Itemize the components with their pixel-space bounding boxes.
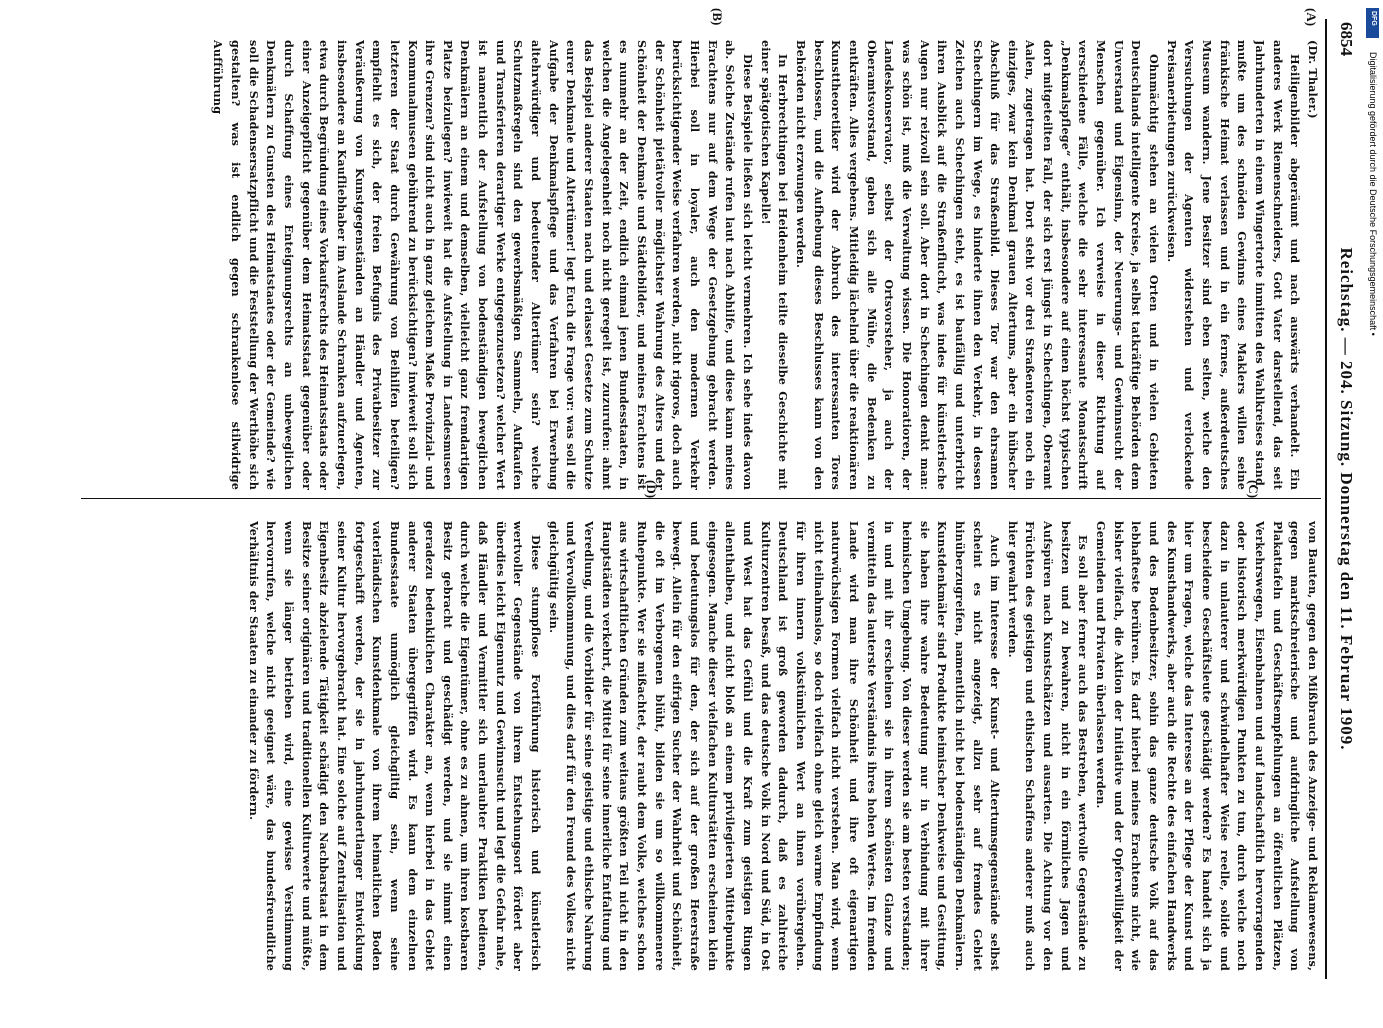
page-header [1331, 4, 1361, 994]
text-column-right [81, 521, 1321, 971]
margin-marker-c: (C) [1246, 480, 1261, 499]
speaker-note: (Dr. Thaler.) [1306, 40, 1320, 119]
digitization-note [1364, 12, 1380, 988]
dfg-logo: DFG [1366, 8, 1379, 38]
rotated-page-sheet [71, 4, 1361, 994]
paragraph: Diese stumpflose Fortführung historisch und künstlerisch wertvoller Gegenstände von ihrem Entstehungsort fördert aber überdies leicht Eigennutz und Gewinnsucht und legt die Gefahr nahe, daß Händler und Vermittler sich unerlaubter Praktiken bedienen, durch welche die Eigentümer, ohne es zu ahnen, um ihren kostbaren Besitz gebracht und geschädigt werden, und sie nimmt einen geradezu bedenklichen Charakter an, wenn hierbei in das Gebiet anderer Staaten übergegriffen wird. Es kann dem einzelnen Bundesstaate unmöglich gleichgiltig sein, wenn seine vaterländischen Kunstdenkmale von ihrem heimatlichen Boden fortgeschafft werden, der sie in jahrhundertlanger Entwicklung seiner Kultur hervorgebracht hat. Eine solche auf Zentralisation und Eigenbesitz abzielende Tätigkeit schädigt den Nachbarstaat in dem Besitze seiner originären und traditionellen Kulturwerte und müßte, wenn sie länger betrieben wird, eine gewisse Verstimmung hervorrufen, welche nicht geeignet wäre, das bundesfreundliche Verhältnis der Staaten zu einander zu fördern. [246, 521, 544, 971]
paragraph: von Bauten, gegen den Mißbrauch des Anzeige- und Reklamewesens, gegen marktschreierische und aufdringliche Aufstellung von Plakattafeln und Geschäftsempfehlungen an öffentlichen Plätzen, Verkehrswegen, Eisenbahnen und auf landschaftlich hervorragenden oder historisch merkwürdigen Punkten zu tun, durch welche noch dazu in unlauterer und schwindelhafter Weise reelle, solide und bescheidene Geschäftsleute geschädigt werden? Es handelt sich ja hier um Fragen, welche das Interesse an der Pflege der Kunst und des Kunsthandwerks, aber auch die Rechte des einfachen Handwerks und des Bodenbesitzer, sohin das ganze deutsche Volk auf das lebhafteste berühren. Es darf hierbei meines Erachtens nicht, wie bisher vielfach, die Aktion der Initiative und der Opferwilligkeit der Gemeinden und Privaten überlassen werden. [1094, 521, 1320, 971]
paragraph: Diese Beispiele ließen sich leicht vermehren. Ich sehe indes davon ab. Solche Zustände rufen laut nach Abhilfe, und diese kann meines Erachtens nur auf dem Wege der Gesetzgebung gebracht werden. Hierbei soll in loyaler, auch den modernen Verkehr berücksichtigender Weise verfahren werden, nicht rigoros, doch auch der Schönheit pietätvoller möglichster Wahrung des Alters und der Schönheit der Denkmale und Städtebilder, und meines Erachtens ist es nunmehr an der Zeit, endlich einmal jenen Bundesstaaten, in welchen die Angelegenheit noch nicht geregelt ist, zuzurufen: ahmt das Beispiel anderer Staaten nach und erlasset Gesetze zum Schutze eurer Denkmale und Altertümer! legt Euch die Frage vor: was soll die Aufgabe der Denkmalspflege und das Verfahren bei Erwerbung altehrwürdiger und bedeutender Altertümer sein? welche Schutzmaßregeln sind den gewerbsmäßigen Sammeln, Aufkaufen und Transferieren derartiger Werke entgegenzusetzen? welcher Wert ist namentlich der Aufstellung von bodenständigen beweglichen Denkmälern an einem und demselben, vielleicht ganz fremdartigen Platze beizulegen? inwieweit hat die Aufstellung in Landesmuseen ihre Grenzen? sind nicht auch in ganz gleichem Maße Provinzial- und Kommunalmuseen gebührend zu berücksichtigen? inwieweit soll sich letzteren der Staat durch Gewährung von Beihilfen beteiligen? empfiehlt es sich, der freien Befugnis des Privatbesitzer zur Veräußerung von Kunstgegenständen an Händler und Agenten, insbesondere an Kaufliebhaber im Auslande Schranken aufzuerlegen, etwa durch Begründung eines Vorkaufsrechts des Heimatsstaats oder einer Anzeigepflicht gegenüber dem Heimatsstaat gegenüber oder durch Schaffung eines Enteignungsrechts an unbeweglichen Denkmälern zu Gunsten des Heimatstaates oder der Gemeinde? wie soll die Schadensersatzpflicht und die Feststellung der Werthöhe sich gestalten? was ist endlich gegen schrankenlose stilwidrige Aufführung [211, 40, 755, 490]
paragraph: Heiligenbilder abgeräumt und nach auswärts verhandelt. Ein anderes Werk Riemenschneiders, Gott Vater darstellend, das seit Jahrhunderten in einem Wingertorte inmitten des Wahlkreises stand, mußte um des schnöden Gewinns eines Maklers willen seine fränkische Heimat verlassen und in ein fernes, außerdeutsches Museum wandern. Jene Besitzer sind eben selten, welche den Versuchungen der Agenten widerstehen und verlockende Preisanerbietungen zurückweisen. [1164, 40, 1303, 490]
paragraph: In Herbrechtingen bei Heidenheim teilte dieselbe Geschichte mit einer spätgotischen Kapelle! [758, 40, 791, 490]
margin-marker-d: (D) [644, 480, 659, 499]
page-number: 6854 [1337, 22, 1356, 56]
paragraph: Es soll aber ferner auch das Bestreben, wertvolle Gegenstände zu besitzen und zu bewahren, nicht in ein förmliches Jagen und Aufspüren nach Kunstschätzen und ausarten. Die Achtung vor den Früchten des geistigen und ethischen Schaffens anderer muß auch hier gewahrt werden. [1005, 521, 1091, 971]
paragraph: Auch im Interesse der Kunst- und Altertumsgegenstände selbst scheint es nicht angezeigt, allzu sehr auf fremdes Gebiet hinüberzugreifen, namentlich nicht bei bodenständigen Denkmälern. Kunstdenkmäler sind Produkte heimischer Denkweise und Gesittung, sie haben ihre wahre Bedeutung nur in Verbindung mit ihrer heimischen Umgebung. Von dieser werden sie am besten verstanden; in und mit ihr erscheinen sie in ihrem schönsten Glanze und vermitteln das lauterste Verständnis ihres hohen Wertes. Im fremden Lande wird man ihre Schönheit und ihre oft eigenartigen naturwüchsigen Formen vielfach nicht verstehen. Man wird, wenn nicht teilnahmslos, so doch vielfach ohne gleich warme Empfindung für ihren innern volkstümlichen Wert an ihnen vorübergehen. Deutschland ist groß geworden dadurch, daß es zahlreiche Kulturzentren besaß, und das deutsche Volk in Nord und Süd, in Ost und West hat das Gefühl und die Kraft zum geistigen Ringen allenthalben, und nicht bloß an einem privilegierten Mittelpunkte eingesogen. Manche dieser vielfachen Kulturstätten erscheinen klein und bedeutungslos für den, der sich auf der großen Heerstraße bewegt. Allein für den eifrigen Sucher der Wahrheit und Schönheit, die oft im Verborgenen blüht, bilden sie um so willkommenere Ruhepunkte. Wer sie mißachtet, der raubt dem Volke, welches schon aus wirtschaftlichen Gründen zum weitaus größten Teil nicht in den Hauptstädten verkehrt, die Mittel für seine innerliche Entfaltung und Veredlung, und die Vorbilder für seine geistige und ethische Nahrung und Vervollkommnung, und dies darf für den Freund des Volkes nicht gleichgültig sein. [546, 521, 1003, 971]
header-rule [1325, 19, 1327, 979]
column-divider [81, 498, 1321, 499]
page-title: Reichstag. — 204. Sitzung. Donnerstag den 11. Februar 1909. [1337, 247, 1356, 751]
digitization-note-text: Digitalisierung gefördert durch die Deutsche Forschungsgemeinschaft • [1368, 52, 1378, 336]
margin-marker-b: (B) [710, 8, 725, 26]
paragraph: Ohnmächtig stehen an vielen Orten und in vielen Gebieten Deutschlands intelligente Kreise, ja selbst tatkräftige Behörden dem Unverstand und Eigensinn, der Neuerungs- und Gewinnsucht der Menschen gegenüber. Ich verweise in dieser Richtung auf verschiedene Fälle, welche die sehr interessante Monatsschrift „Denkmalspflege“ enthält, insbesondere auf einen höchst typischen dort mitgeteilten Fall, der sich erst jüngst in Schechingen, Oberamt Aalen, zugetragen hat. Dort steht vor drei Straßentoren noch ein einziges, zwar kein Denkmal grauen Altertums, aber ein hübscher Abschluß für das Straßenbild. Dieses Tor war den ehrsamen Schechingern im Wege, es hinderte ihnen den Verkehr, in dessen Zeichen auch Schechingen steht, es ist baufällig und unterbricht ihren Ausblick auf die Straßenflucht, was indes für künstlerische Augen nur reizvoll sein soll. Aber dort in Schechingen denkt man: was schön ist, muß die Verwaltung wissen. Die Honoratioren, der Landeskonservator, selbst der Ortsvorsteher, ja auch der Oberamtsvorstand, gaben sich alle Mühe, die Bedenken zu entkräften. Alles vergebens. Mitleidig lächelnd über die reaktionären Kunsttheoretiker wird der Abbruch des interessanten Tores beschlossen, und die Aufhebung dieses Beschlusses kann von den Behörden nicht erzwungen werden. [793, 40, 1162, 490]
margin-marker-a: (A) [1304, 8, 1319, 27]
text-column-left [81, 40, 1321, 490]
